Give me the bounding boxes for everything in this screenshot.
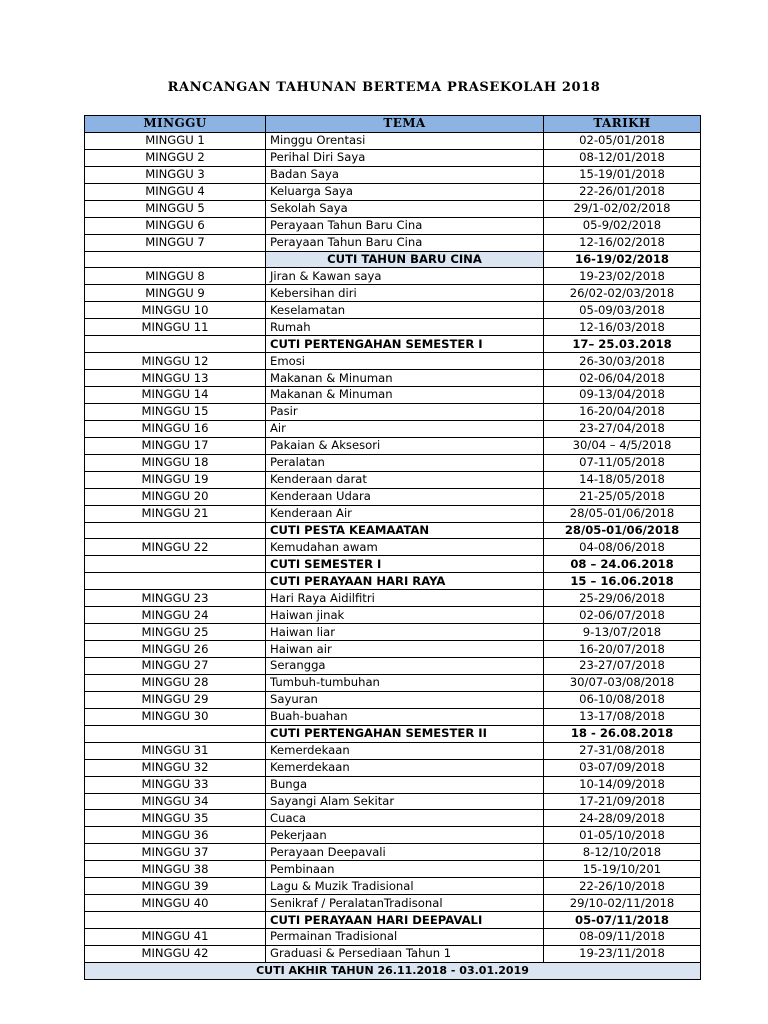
table-row [85, 810, 701, 827]
document-title: RANCANGAN TAHUNAN BERTEMA PRASEKOLAH 2018 [167, 80, 601, 95]
table-row [85, 641, 701, 658]
table-row [85, 200, 701, 217]
year-end-holiday-row [85, 962, 701, 979]
theme-cell: CUTI PERAYAAN HARI DEEPAVALI [266, 912, 544, 929]
theme-cell: Graduasi & Persediaan Tahun 1 [266, 945, 544, 962]
theme-cell: Badan Saya [266, 166, 544, 183]
table-row [85, 217, 701, 234]
header-theme: TEMA [266, 116, 544, 133]
date-cell: 26-30/03/2018 [544, 353, 701, 370]
week-cell: MINGGU 19 [85, 471, 266, 488]
theme-cell: Kemerdekaan [266, 742, 544, 759]
week-cell: MINGGU 14 [85, 387, 266, 404]
table-row [85, 403, 701, 420]
table-row [85, 590, 701, 607]
date-cell: 06-10/08/2018 [544, 691, 701, 708]
date-cell: 19-23/11/2018 [544, 945, 701, 962]
theme-cell: Permainan Tradisional [266, 929, 544, 946]
table-row [85, 793, 701, 810]
table-row [85, 302, 701, 319]
theme-cell: Bunga [266, 776, 544, 793]
date-cell: 02-05/01/2018 [544, 132, 701, 149]
week-cell: MINGGU 27 [85, 658, 266, 675]
date-cell: 28/05-01/06/2018 [544, 505, 701, 522]
theme-cell: Perayaan Tahun Baru Cina [266, 217, 544, 234]
theme-cell: Keselamatan [266, 302, 544, 319]
date-cell: 28/05-01/06/2018 [544, 522, 701, 539]
theme-cell: Makanan & Minuman [266, 387, 544, 404]
theme-cell: Keluarga Saya [266, 183, 544, 200]
holiday-row [85, 573, 701, 590]
week-cell: MINGGU 23 [85, 590, 266, 607]
table-row [85, 827, 701, 844]
date-cell: 27-31/08/2018 [544, 742, 701, 759]
week-cell: MINGGU 25 [85, 624, 266, 641]
date-cell: 15-19/01/2018 [544, 166, 701, 183]
table-row [85, 658, 701, 675]
theme-cell: CUTI PERAYAAN HARI RAYA [266, 573, 544, 590]
week-cell [85, 573, 266, 590]
date-cell: 16-19/02/2018 [544, 251, 701, 268]
theme-cell: Kenderaan Udara [266, 488, 544, 505]
date-cell: 15-19/10/201 [544, 861, 701, 878]
date-cell: 30/04 – 4/5/2018 [544, 437, 701, 454]
table-row [85, 861, 701, 878]
week-cell: MINGGU 4 [85, 183, 266, 200]
week-cell: MINGGU 8 [85, 268, 266, 285]
theme-cell: Rumah [266, 319, 544, 336]
week-cell [85, 251, 266, 268]
theme-cell: Senikraf / PeralatanTradisonal [266, 895, 544, 912]
date-cell: 13-17/08/2018 [544, 708, 701, 725]
theme-cell: Hari Raya Aidilfitri [266, 590, 544, 607]
theme-cell: Perihal Diri Saya [266, 149, 544, 166]
date-cell: 22-26/10/2018 [544, 878, 701, 895]
date-cell: 08 – 24.06.2018 [544, 556, 701, 573]
date-cell: 16-20/07/2018 [544, 641, 701, 658]
date-cell: 17– 25.03.2018 [544, 336, 701, 353]
table-row [85, 539, 701, 556]
table-row [85, 691, 701, 708]
date-cell: 19-23/02/2018 [544, 268, 701, 285]
theme-cell: Pekerjaan [266, 827, 544, 844]
week-cell: MINGGU 20 [85, 488, 266, 505]
date-cell: 02-06/07/2018 [544, 607, 701, 624]
date-cell: 9-13/07/2018 [544, 624, 701, 641]
theme-cell: Kemudahan awam [266, 539, 544, 556]
table-row [85, 674, 701, 691]
theme-cell: CUTI PESTA KEAMAATAN [266, 522, 544, 539]
table-row [85, 132, 701, 149]
date-cell: 29/1-02/02/2018 [544, 200, 701, 217]
table-row [85, 420, 701, 437]
week-cell: MINGGU 41 [85, 929, 266, 946]
table-row [85, 353, 701, 370]
week-cell: MINGGU 7 [85, 234, 266, 251]
theme-cell: CUTI TAHUN BARU CINA [266, 251, 544, 268]
theme-cell: Pakaian & Aksesori [266, 437, 544, 454]
date-cell: 03-07/09/2018 [544, 759, 701, 776]
date-cell: 05-09/03/2018 [544, 302, 701, 319]
table-row [85, 234, 701, 251]
week-cell: MINGGU 15 [85, 403, 266, 420]
holiday-row [85, 336, 701, 353]
date-cell: 05-9/02/2018 [544, 217, 701, 234]
table-row [85, 895, 701, 912]
theme-cell: Perayaan Deepavali [266, 844, 544, 861]
theme-cell: Pasir [266, 403, 544, 420]
year-end-holiday-cell: CUTI AKHIR TAHUN 26.11.2018 - 03.01.2019 [85, 962, 701, 979]
date-cell: 24-28/09/2018 [544, 810, 701, 827]
week-cell: MINGGU 2 [85, 149, 266, 166]
table-row [85, 387, 701, 404]
week-cell: MINGGU 26 [85, 641, 266, 658]
table-row [85, 268, 701, 285]
table-row [85, 742, 701, 759]
theme-cell: CUTI PERTENGAHAN SEMESTER II [266, 725, 544, 742]
week-cell: MINGGU 24 [85, 607, 266, 624]
theme-cell: Tumbuh-tumbuhan [266, 674, 544, 691]
theme-cell: Cuaca [266, 810, 544, 827]
week-cell: MINGGU 16 [85, 420, 266, 437]
week-cell: MINGGU 39 [85, 878, 266, 895]
theme-cell: Kenderaan Air [266, 505, 544, 522]
date-cell: 21-25/05/2018 [544, 488, 701, 505]
date-cell: 18 - 26.08.2018 [544, 725, 701, 742]
week-cell: MINGGU 28 [85, 674, 266, 691]
week-cell [85, 912, 266, 929]
week-cell: MINGGU 29 [85, 691, 266, 708]
table-row [85, 708, 701, 725]
annual-plan-table [84, 115, 701, 980]
header-week: MINGGU [85, 116, 266, 133]
holiday-row [85, 251, 701, 268]
holiday-row [85, 522, 701, 539]
theme-cell: Sayangi Alam Sekitar [266, 793, 544, 810]
week-cell: MINGGU 13 [85, 370, 266, 387]
theme-cell: Lagu & Muzik Tradisional [266, 878, 544, 895]
theme-cell: Peralatan [266, 454, 544, 471]
theme-cell: CUTI PERTENGAHAN SEMESTER I [266, 336, 544, 353]
theme-cell: Haiwan jinak [266, 607, 544, 624]
week-cell: MINGGU 5 [85, 200, 266, 217]
date-cell: 12-16/02/2018 [544, 234, 701, 251]
theme-cell: Serangga [266, 658, 544, 675]
table-row [85, 929, 701, 946]
theme-cell: Sekolah Saya [266, 200, 544, 217]
date-cell: 07-11/05/2018 [544, 454, 701, 471]
date-cell: 23-27/07/2018 [544, 658, 701, 675]
date-cell: 14-18/05/2018 [544, 471, 701, 488]
table-header-row [85, 116, 701, 133]
week-cell [85, 522, 266, 539]
week-cell: MINGGU 1 [85, 132, 266, 149]
table-row [85, 166, 701, 183]
theme-cell: CUTI SEMESTER I [266, 556, 544, 573]
theme-cell: Kemerdekaan [266, 759, 544, 776]
week-cell: MINGGU 37 [85, 844, 266, 861]
week-cell: MINGGU 33 [85, 776, 266, 793]
week-cell [85, 336, 266, 353]
theme-cell: Makanan & Minuman [266, 370, 544, 387]
date-cell: 22-26/01/2018 [544, 183, 701, 200]
table-body [85, 132, 701, 962]
theme-cell: Buah-buahan [266, 708, 544, 725]
table-row [85, 183, 701, 200]
table-row [85, 471, 701, 488]
table-row [85, 607, 701, 624]
theme-cell: Perayaan Tahun Baru Cina [266, 234, 544, 251]
week-cell: MINGGU 38 [85, 861, 266, 878]
week-cell: MINGGU 6 [85, 217, 266, 234]
table-row [85, 437, 701, 454]
week-cell: MINGGU 36 [85, 827, 266, 844]
table-row [85, 488, 701, 505]
date-cell: 23-27/04/2018 [544, 420, 701, 437]
date-cell: 8-12/10/2018 [544, 844, 701, 861]
theme-cell: Haiwan liar [266, 624, 544, 641]
table-row [85, 776, 701, 793]
date-cell: 08-12/01/2018 [544, 149, 701, 166]
holiday-row [85, 912, 701, 929]
week-cell: MINGGU 32 [85, 759, 266, 776]
date-cell: 05-07/11/2018 [544, 912, 701, 929]
date-cell: 25-29/06/2018 [544, 590, 701, 607]
week-cell: MINGGU 35 [85, 810, 266, 827]
theme-cell: Haiwan air [266, 641, 544, 658]
theme-cell: Jiran & Kawan saya [266, 268, 544, 285]
theme-cell: Sayuran [266, 691, 544, 708]
theme-cell: Emosi [266, 353, 544, 370]
table-row [85, 945, 701, 962]
week-cell: MINGGU 21 [85, 505, 266, 522]
date-cell: 02-06/04/2018 [544, 370, 701, 387]
week-cell [85, 725, 266, 742]
week-cell [85, 556, 266, 573]
date-cell: 17-21/09/2018 [544, 793, 701, 810]
table-row [85, 505, 701, 522]
holiday-row [85, 725, 701, 742]
date-cell: 29/10-02/11/2018 [544, 895, 701, 912]
date-cell: 30/07-03/08/2018 [544, 674, 701, 691]
table-row [85, 319, 701, 336]
week-cell: MINGGU 31 [85, 742, 266, 759]
table-row [85, 454, 701, 471]
week-cell: MINGGU 12 [85, 353, 266, 370]
date-cell: 15 – 16.06.2018 [544, 573, 701, 590]
date-cell: 10-14/09/2018 [544, 776, 701, 793]
week-cell: MINGGU 3 [85, 166, 266, 183]
week-cell: MINGGU 17 [85, 437, 266, 454]
table-row [85, 285, 701, 302]
holiday-row [85, 556, 701, 573]
date-cell: 08-09/11/2018 [544, 929, 701, 946]
date-cell: 12-16/03/2018 [544, 319, 701, 336]
table-row [85, 149, 701, 166]
table-row [85, 759, 701, 776]
table-row [85, 844, 701, 861]
week-cell: MINGGU 40 [85, 895, 266, 912]
week-cell: MINGGU 9 [85, 285, 266, 302]
theme-cell: Minggu Orentasi [266, 132, 544, 149]
week-cell: MINGGU 22 [85, 539, 266, 556]
date-cell: 01-05/10/2018 [544, 827, 701, 844]
theme-cell: Air [266, 420, 544, 437]
week-cell: MINGGU 34 [85, 793, 266, 810]
table-row [85, 370, 701, 387]
table-row [85, 624, 701, 641]
date-cell: 09-13/04/2018 [544, 387, 701, 404]
theme-cell: Pembinaan [266, 861, 544, 878]
week-cell: MINGGU 11 [85, 319, 266, 336]
week-cell: MINGGU 10 [85, 302, 266, 319]
table-row [85, 878, 701, 895]
date-cell: 04-08/06/2018 [544, 539, 701, 556]
week-cell: MINGGU 42 [85, 945, 266, 962]
week-cell: MINGGU 30 [85, 708, 266, 725]
theme-cell: Kenderaan darat [266, 471, 544, 488]
date-cell: 16-20/04/2018 [544, 403, 701, 420]
week-cell: MINGGU 18 [85, 454, 266, 471]
date-cell: 26/02-02/03/2018 [544, 285, 701, 302]
header-date: TARIKH [544, 116, 701, 133]
theme-cell: Kebersihan diri [266, 285, 544, 302]
